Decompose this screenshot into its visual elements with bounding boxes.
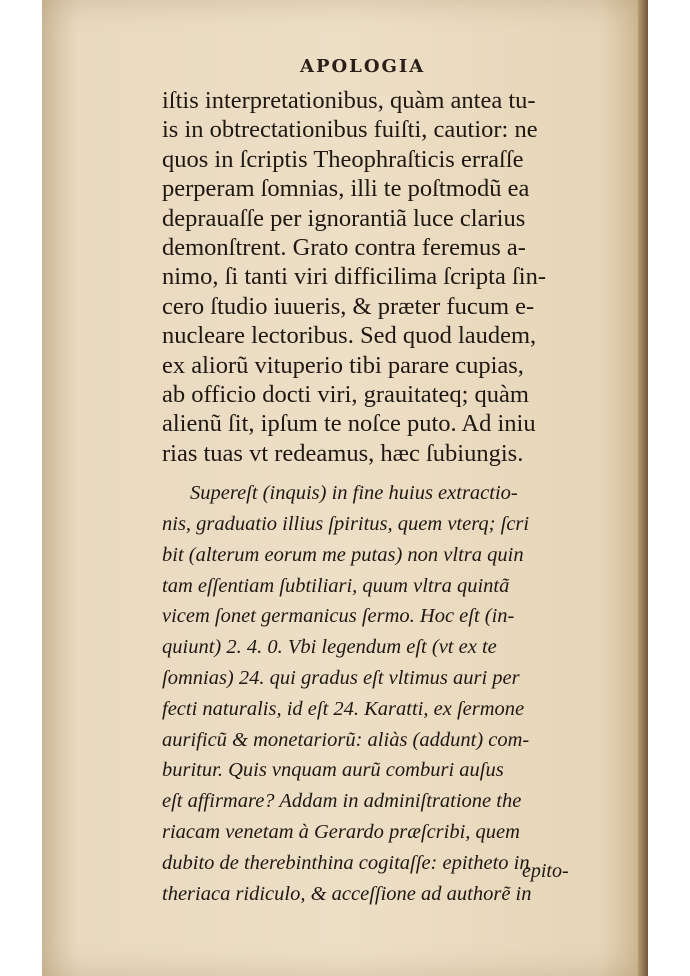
text-line: nis, graduatio illius ſpiritus, quem vterq; ſcri xyxy=(162,513,530,536)
text-line: buritur. Quis vnquam aurũ comburi auſus xyxy=(162,759,504,782)
text-line: bit (alterum eorum me putas) non vltra quin xyxy=(162,543,524,566)
body-text xyxy=(162,86,602,909)
catchword: epito- xyxy=(522,860,569,882)
text-line: quos in ſcriptis Theophraſticis erraſſe xyxy=(162,145,524,173)
text-line: vicem ſonet germanicus ſermo. Hoc eſt (in- xyxy=(162,605,515,628)
text-line: quiunt) 2. 4. 0. Vbi legendum eſt (vt ex te xyxy=(162,636,497,659)
text-line: is in obtrectationibus fuiſti, cautior: ne xyxy=(162,116,538,144)
text-line: dubito de therebinthina cogitaſſe: epitheto in xyxy=(162,851,530,874)
text-line: eſt affirmare? Addam in adminiſtratione the xyxy=(162,790,522,813)
running-head: APOLOGIA xyxy=(300,56,426,77)
italic-quotation xyxy=(162,478,602,909)
text-line: demonſtrent. Grato contra feremus a- xyxy=(162,234,526,262)
text-line: tam eſſentiam ſubtiliari, quum vltra quintã xyxy=(162,574,510,597)
text-line: theriaca ridiculo, & acceſſione ad authorẽ in xyxy=(162,882,532,905)
text-line: nimo, ſi tanti viri difficilima ſcripta ſin- xyxy=(162,263,546,291)
text-line: rias tuas vt redeamus, hæc ſubiungis. xyxy=(162,439,524,467)
text-line: aurificũ & monetariorũ: aliàs (addunt) com- xyxy=(162,728,530,751)
text-line: cero ſtudio iuueris, & præter fucum e- xyxy=(162,292,535,320)
text-line: ab officio docti viri, grauitateq; quàm xyxy=(162,381,529,409)
text-line: ſomnias) 24. qui gradus eſt vltimus auri per xyxy=(162,667,520,690)
roman-paragraph xyxy=(162,86,602,468)
text-line: ex aliorũ vituperio tibi parare cupias, xyxy=(162,351,524,379)
text-line: Supereſt (inquis) in fine huius extractio- xyxy=(190,482,518,505)
text-line: deprauaſſe per ignorantiã luce clarius xyxy=(162,204,526,232)
text-line: riacam venetam à Gerardo præſcribi, quem xyxy=(162,821,520,844)
text-line: alienũ ſit, ipſum te noſce puto. Ad iniu xyxy=(162,410,536,438)
text-line: perperam ſomnias, illi te poſtmodũ ea xyxy=(162,175,530,203)
page-gutter xyxy=(638,0,648,976)
text-line: nucleare lectoribus. Sed quod laudem, xyxy=(162,322,537,350)
text-line: iſtis interpretationibus, quàm antea tu- xyxy=(162,87,536,114)
text-line: fecti naturalis, id eſt 24. Karatti, ex ſermone xyxy=(162,697,525,720)
